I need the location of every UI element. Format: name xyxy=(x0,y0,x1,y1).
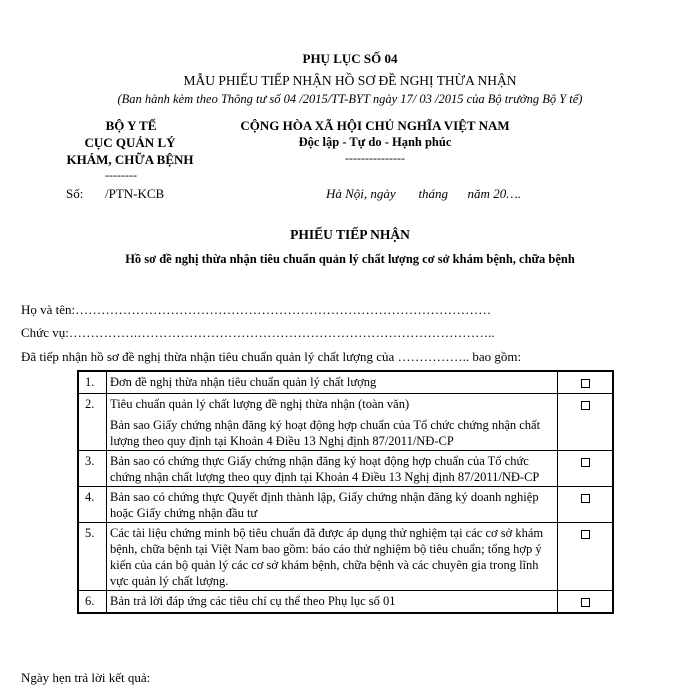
row-number: 1. xyxy=(78,371,107,394)
row-description: Bản sao có chứng thực Giấy chứng nhận đăng ký hoạt động hợp chuẩn của Tổ chức chứng nhận chất lượng theo quy định tại Khoản 4 Điều 13 Nghị định 87/2011/NĐ-CP xyxy=(107,451,558,487)
republic-heading: CỘNG HÒA XÃ HỘI CHỦ NGHĨA VIỆT NAM xyxy=(240,118,510,133)
document-checklist-table xyxy=(77,370,614,614)
department-name: CỤC QUẢN LÝ xyxy=(84,135,176,150)
receipt-title: PHIẾU TIẾP NHẬN xyxy=(290,227,410,242)
row-number: 3. xyxy=(78,451,107,487)
appendix-title: PHỤ LỤC SỐ 04 xyxy=(302,51,398,66)
checkbox-icon[interactable] xyxy=(581,598,590,607)
checkbox-icon[interactable] xyxy=(581,530,590,539)
form-title: MẪU PHIẾU TIẾP NHẬN HỒ SƠ ĐỀ NGHỊ THỪA NHẬN xyxy=(183,73,517,88)
row-description-cell xyxy=(107,394,558,451)
table-row xyxy=(78,371,613,394)
checkbox-icon[interactable] xyxy=(581,379,590,388)
row-checkbox[interactable] xyxy=(558,394,614,451)
place-date: Hà Nội, ngày tháng năm 20…. xyxy=(326,186,521,201)
row-description: Đơn đề nghị thừa nhận tiêu chuẩn quản lý chất lượng xyxy=(107,371,558,394)
row-number: 2. xyxy=(78,394,107,451)
left-divider: -------- xyxy=(105,168,137,182)
table-row xyxy=(78,591,613,614)
ministry-name: BỘ Y TẾ xyxy=(105,118,157,133)
received-statement: Đã tiếp nhận hồ sơ đề nghị thừa nhận tiêu chuẩn quản lý chất lượng của …………….. bao gồm: xyxy=(21,349,522,364)
row-description: Bản trả lời đáp ứng các tiêu chí cụ thể theo Phụ lục số 01 xyxy=(107,591,558,614)
national-motto: Độc lập - Tự do - Hạnh phúc xyxy=(298,135,452,149)
receipt-subtitle: Hồ sơ đề nghị thừa nhận tiêu chuẩn quản lý chất lượng cơ sở khám bệnh, chữa bệnh xyxy=(125,252,575,266)
row-description: Bản sao có chứng thực Quyết định thành lập, Giấy chứng nhận đăng ký doanh nghiệp hoặc Giấy chứng nhận đầu tư xyxy=(107,487,558,523)
division-name: KHÁM, CHỮA BỆNH xyxy=(66,152,194,167)
row-checkbox[interactable] xyxy=(558,591,614,614)
number-code: /PTN-KCB xyxy=(105,186,165,201)
number-label: Số: xyxy=(66,186,84,201)
result-date-field[interactable]: Ngày hẹn trả lời kết quả: xyxy=(21,670,151,685)
issuance-note: (Ban hành kèm theo Thông tư số 04 /2015/TT-BYT ngày 17/ 03 /2015 của Bộ trưởng Bộ Y tế) xyxy=(117,92,583,106)
row-checkbox[interactable] xyxy=(558,451,614,487)
row-number: 4. xyxy=(78,487,107,523)
name-field[interactable]: Họ và tên:…………………………………………………………………………………… xyxy=(21,302,492,317)
table-row xyxy=(78,487,613,523)
row-checkbox[interactable] xyxy=(558,371,614,394)
row-number: 5. xyxy=(78,523,107,591)
checkbox-icon[interactable] xyxy=(581,401,590,410)
row-description: Tiêu chuẩn quản lý chất lượng đề nghị thừa nhận (toàn văn) xyxy=(110,397,410,411)
table-row xyxy=(78,394,613,451)
row-checkbox[interactable] xyxy=(558,523,614,591)
table-row xyxy=(78,523,613,591)
row-sub-description: Bản sao Giấy chứng nhận đăng ký hoạt động hợp chuẩn của Tổ chức chứng nhận chất lượng theo quy định tại Khoản 4 Điều 13 Nghị định 87/2011/NĐ-CP xyxy=(110,418,541,448)
row-checkbox[interactable] xyxy=(558,487,614,523)
table-row xyxy=(78,451,613,487)
row-number: 6. xyxy=(78,591,107,614)
row-description: Các tài liệu chứng minh bộ tiêu chuẩn đã được áp dụng thử nghiệm tại các cơ sở khám bệnh, chữa bệnh tại Việt Nam bao gồm: báo cáo thử nghiệm bộ tiêu chuẩn; tổng hợp ý kiến của cán bộ quản lý các cơ sở khám bệnh, chữa bệnh và các chuyên gia trong lĩnh vực quản lý chất lượng. xyxy=(107,523,558,591)
checkbox-icon[interactable] xyxy=(581,458,590,467)
right-divider: --------------- xyxy=(345,151,405,165)
position-field[interactable]: Chức vụ:…………….……………………………………………………………………….. xyxy=(21,325,495,340)
checkbox-icon[interactable] xyxy=(581,494,590,503)
